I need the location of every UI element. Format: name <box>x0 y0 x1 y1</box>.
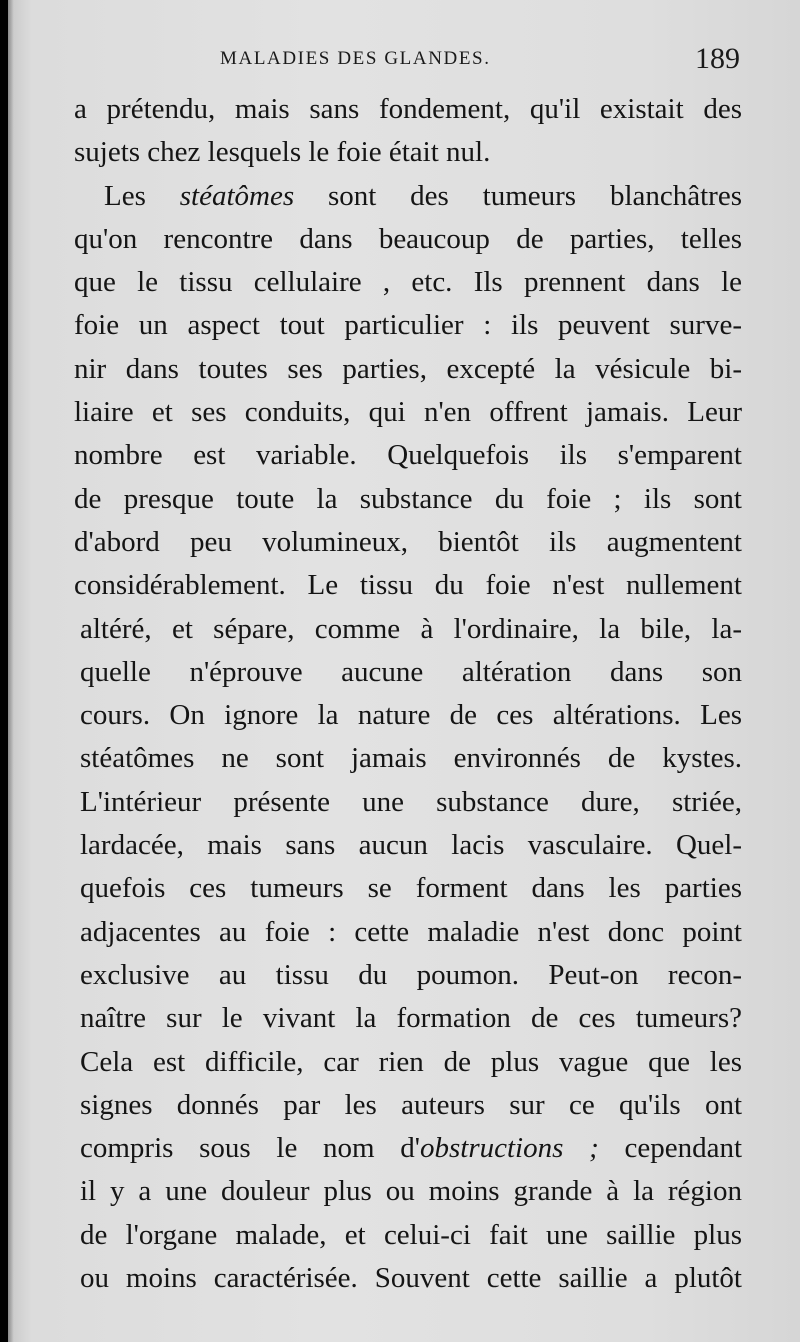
text-line <box>74 434 742 477</box>
text-segment: ou moins caractérisée. Souvent cette saillie a plutôt <box>80 1262 742 1295</box>
text-line <box>74 1084 742 1127</box>
text-segment: Cela est difficile, car rien de plus vague que les <box>80 1045 742 1078</box>
text-segment: cependant <box>598 1132 743 1165</box>
text-segment: nombre est variable. Quelquefois ils s'emparent <box>74 439 742 472</box>
text-segment: de l'organe malade, et celui-ci fait une saillie plus <box>80 1218 742 1251</box>
text-line <box>74 694 742 737</box>
text-line <box>74 911 742 954</box>
text-segment: cours. On ignore la nature de ces altérations. Les <box>80 699 742 732</box>
text-line <box>74 564 742 607</box>
running-head <box>220 42 740 78</box>
text-segment: stéatômes ne sont jamais environnés de kystes. <box>80 742 742 775</box>
text-line <box>74 521 742 564</box>
page-gutter <box>8 0 14 1342</box>
text-line <box>74 1170 742 1213</box>
text-segment: a prétendu, mais sans fondement, qu'il existait des <box>74 93 742 125</box>
text-line <box>74 478 742 521</box>
italic-text: obstructions ; <box>420 1132 599 1165</box>
book-page <box>8 0 800 1342</box>
text-segment: sujets chez lesquels le foie était nul. <box>74 136 491 169</box>
text-line <box>74 781 742 824</box>
running-title: MALADIES DES GLANDES. <box>220 48 491 69</box>
text-line <box>74 391 742 434</box>
text-segment: de presque toute la substance du foie ; ils sont <box>74 482 742 515</box>
text-segment: foie un aspect tout particulier : ils peuvent surve- <box>74 309 742 342</box>
text-line <box>74 348 742 391</box>
text-segment: Les <box>104 179 180 212</box>
text-line <box>74 1214 742 1257</box>
text-line <box>74 1127 742 1170</box>
text-line <box>74 867 742 910</box>
text-segment: sont des tumeurs blanchâtres <box>294 179 742 212</box>
text-line <box>74 954 742 997</box>
text-segment: que le tissu cellulaire , etc. Ils prennent dans le <box>74 266 742 299</box>
text-line <box>74 131 742 174</box>
text-line <box>74 824 742 867</box>
text-segment: d'abord peu volumineux, bientôt ils augmentent <box>74 525 742 558</box>
text-segment: adjacentes au foie : cette maladie n'est donc point <box>80 915 742 948</box>
text-segment: considérablement. Le tissu du foie n'est nullement <box>74 569 742 602</box>
text-segment: quefois ces tumeurs se forment dans les parties <box>80 872 742 905</box>
text-segment: qu'on rencontre dans beaucoup de parties, telles <box>74 222 742 255</box>
text-line <box>74 737 742 780</box>
text-line <box>74 261 742 304</box>
text-segment: naître sur le vivant la formation de ces tumeurs? <box>80 1002 742 1035</box>
text-segment: lardacée, mais sans aucun lacis vasculaire. Quel- <box>80 829 742 862</box>
text-segment: liaire et ses conduits, qui n'en offrent jamais. Leur <box>74 396 742 429</box>
text-line <box>74 1041 742 1084</box>
text-line <box>74 997 742 1040</box>
text-segment: compris sous le nom d' <box>80 1132 420 1165</box>
italic-text: stéatômes <box>179 179 295 212</box>
text-segment: exclusive au tissu du poumon. Peut-on recon- <box>80 958 742 991</box>
text-segment: nir dans toutes ses parties, excepté la vésicule bi- <box>74 352 742 385</box>
text-segment: il y a une douleur plus ou moins grande à la région <box>80 1175 742 1208</box>
text-line <box>74 88 742 131</box>
text-line <box>74 608 742 651</box>
text-line <box>74 218 742 261</box>
text-segment: altéré, et sépare, comme à l'ordinaire, la bile, la- <box>80 612 742 645</box>
text-segment: L'intérieur présente une substance dure, striée, <box>80 785 742 818</box>
text-line <box>74 175 742 218</box>
text-segment: signes donnés par les auteurs sur ce qu'ils ont <box>80 1088 742 1121</box>
text-line <box>74 651 742 694</box>
text-line <box>74 1257 742 1300</box>
page-number: 189 <box>695 42 740 75</box>
text-line <box>74 304 742 347</box>
body-text <box>74 88 742 1300</box>
text-segment: quelle n'éprouve aucune altération dans son <box>80 655 742 688</box>
